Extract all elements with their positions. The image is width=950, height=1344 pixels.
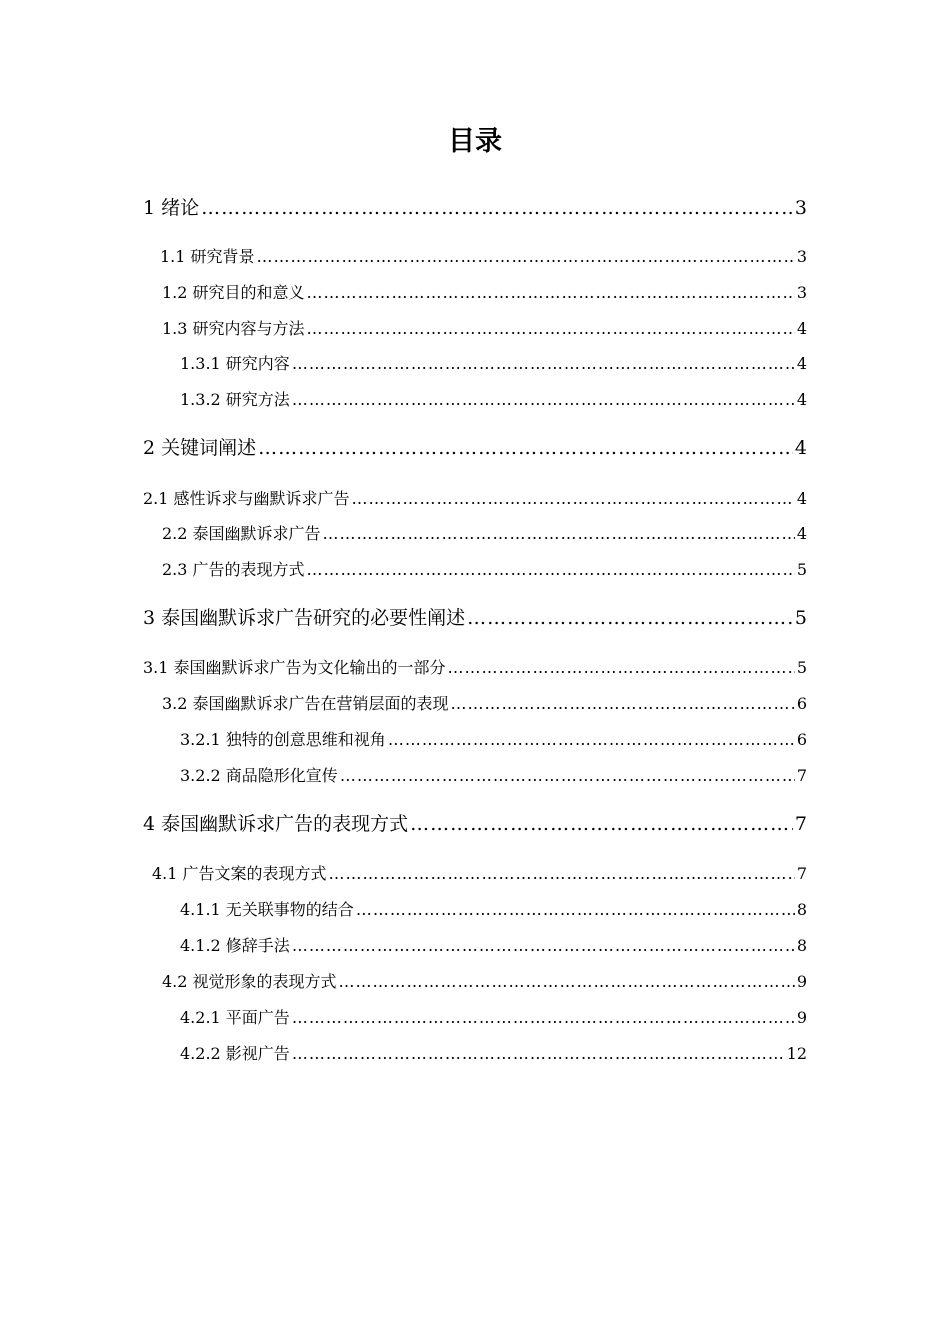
toc-entry-label: 1 绪论 <box>143 197 200 219</box>
toc-leader-dots <box>292 931 795 961</box>
toc-entry-page: 9 <box>796 1008 807 1027</box>
toc-entry-label: 4.1.1 无关联事物的结合 <box>180 900 354 919</box>
toc-entry-page: 4 <box>796 524 807 543</box>
toc-entry[interactable] <box>180 1003 807 1033</box>
toc-entry[interactable] <box>143 193 807 223</box>
toc-entry[interactable] <box>143 809 807 839</box>
toc-entry[interactable] <box>143 484 807 514</box>
toc-entry-label: 1.3.2 研究方法 <box>180 390 290 409</box>
toc-entry-page: 7 <box>796 864 807 883</box>
toc-leader-dots <box>292 349 795 379</box>
toc-entry-page: 5 <box>794 607 807 629</box>
toc-leader-dots <box>292 1003 795 1033</box>
toc-entry[interactable] <box>162 519 807 549</box>
toc-leader-dots <box>356 895 795 925</box>
toc-leader-dots <box>352 484 795 514</box>
toc-leader-dots <box>307 555 795 585</box>
toc-entry[interactable] <box>180 725 807 755</box>
toc-leader-dots <box>257 242 795 272</box>
toc-entry[interactable] <box>162 689 807 719</box>
toc-entry[interactable] <box>143 653 807 683</box>
toc-entry-label: 4.1 广告文案的表现方式 <box>152 864 327 883</box>
toc-leader-dots <box>339 967 795 997</box>
toc-entry-page: 3 <box>796 247 807 266</box>
toc-entry-label: 2.3 广告的表现方式 <box>162 560 305 579</box>
toc-entry-page: 5 <box>796 560 807 579</box>
toc-entry-page: 4 <box>796 390 807 409</box>
toc-entry[interactable] <box>162 278 807 308</box>
toc-entry-page: 3 <box>794 197 807 219</box>
toc-entry-page: 4 <box>794 437 807 459</box>
toc-entry-page: 7 <box>796 766 807 785</box>
toc-entry-page: 8 <box>796 900 807 919</box>
toc-entry[interactable] <box>180 931 807 961</box>
toc-entry-page: 6 <box>796 730 807 749</box>
toc-leader-dots <box>388 725 795 755</box>
toc-entry-label: 3.2.1 独特的创意思维和视角 <box>180 730 386 749</box>
toc-entry-page: 5 <box>796 658 807 677</box>
toc-entry-page: 9 <box>796 972 807 991</box>
toc-leader-dots <box>258 433 793 463</box>
toc-entry-label: 3.2 泰国幽默诉求广告在营销层面的表现 <box>162 694 449 713</box>
toc-leader-dots <box>410 809 793 839</box>
toc-leader-dots <box>323 519 795 549</box>
toc-entry-page: 7 <box>794 813 807 835</box>
toc-entry-page: 4 <box>796 354 807 373</box>
toc-entry-label: 4.1.2 修辞手法 <box>180 936 290 955</box>
toc-entry-page: 4 <box>796 319 807 338</box>
toc-entry-label: 1.3 研究内容与方法 <box>162 319 305 338</box>
toc-entry-page: 8 <box>796 936 807 955</box>
toc-leader-dots <box>340 761 795 791</box>
toc-entry-page: 3 <box>796 283 807 302</box>
toc-entry[interactable] <box>162 967 807 997</box>
toc-entry[interactable] <box>143 433 807 463</box>
toc-entry-label: 4.2.2 影视广告 <box>180 1044 290 1063</box>
toc-entry-label: 1.2 研究目的和意义 <box>162 283 305 302</box>
toc-entry-label: 4.2 视觉形象的表现方式 <box>162 972 337 991</box>
toc-leader-dots <box>292 1039 785 1069</box>
toc-entry[interactable] <box>152 859 807 889</box>
toc-entry-page: 6 <box>796 694 807 713</box>
toc-leader-dots <box>451 689 795 719</box>
toc-entry[interactable] <box>180 349 807 379</box>
toc-entry[interactable] <box>162 555 807 585</box>
toc-entry-label: 4 泰国幽默诉求广告的表现方式 <box>143 813 409 835</box>
toc-leader-dots <box>448 653 795 683</box>
toc-entry-label: 2 关键词阐述 <box>143 437 257 459</box>
toc-entry[interactable] <box>180 895 807 925</box>
toc-entry-label: 2.2 泰国幽默诉求广告 <box>162 524 321 543</box>
toc-entry[interactable] <box>160 242 807 272</box>
toc-entry-label: 1.3.1 研究内容 <box>180 354 290 373</box>
toc-leader-dots <box>201 193 793 223</box>
toc-entry[interactable] <box>180 761 807 791</box>
toc-leader-dots <box>467 603 793 633</box>
toc-entry-page: 4 <box>796 489 807 508</box>
toc-entry-label: 4.2.1 平面广告 <box>180 1008 290 1027</box>
toc-entry-page: 12 <box>786 1044 807 1063</box>
toc-entry[interactable] <box>162 314 807 344</box>
toc-entry[interactable] <box>180 385 807 415</box>
toc-entry-label: 3 泰国幽默诉求广告研究的必要性阐述 <box>143 607 466 629</box>
toc-entry-label: 3.2.2 商品隐形化宣传 <box>180 766 338 785</box>
toc-leader-dots <box>292 385 795 415</box>
toc-leader-dots <box>307 314 795 344</box>
toc-entry-label: 1.1 研究背景 <box>160 247 255 266</box>
toc-entry-label: 3.1 泰国幽默诉求广告为文化输出的一部分 <box>143 658 446 677</box>
toc-title: 目录 <box>448 126 502 157</box>
toc-leader-dots <box>307 278 795 308</box>
toc-entry[interactable] <box>180 1039 807 1069</box>
toc-entry[interactable] <box>143 603 807 633</box>
toc-leader-dots <box>329 859 795 889</box>
toc-entry-label: 2.1 感性诉求与幽默诉求广告 <box>143 489 350 508</box>
